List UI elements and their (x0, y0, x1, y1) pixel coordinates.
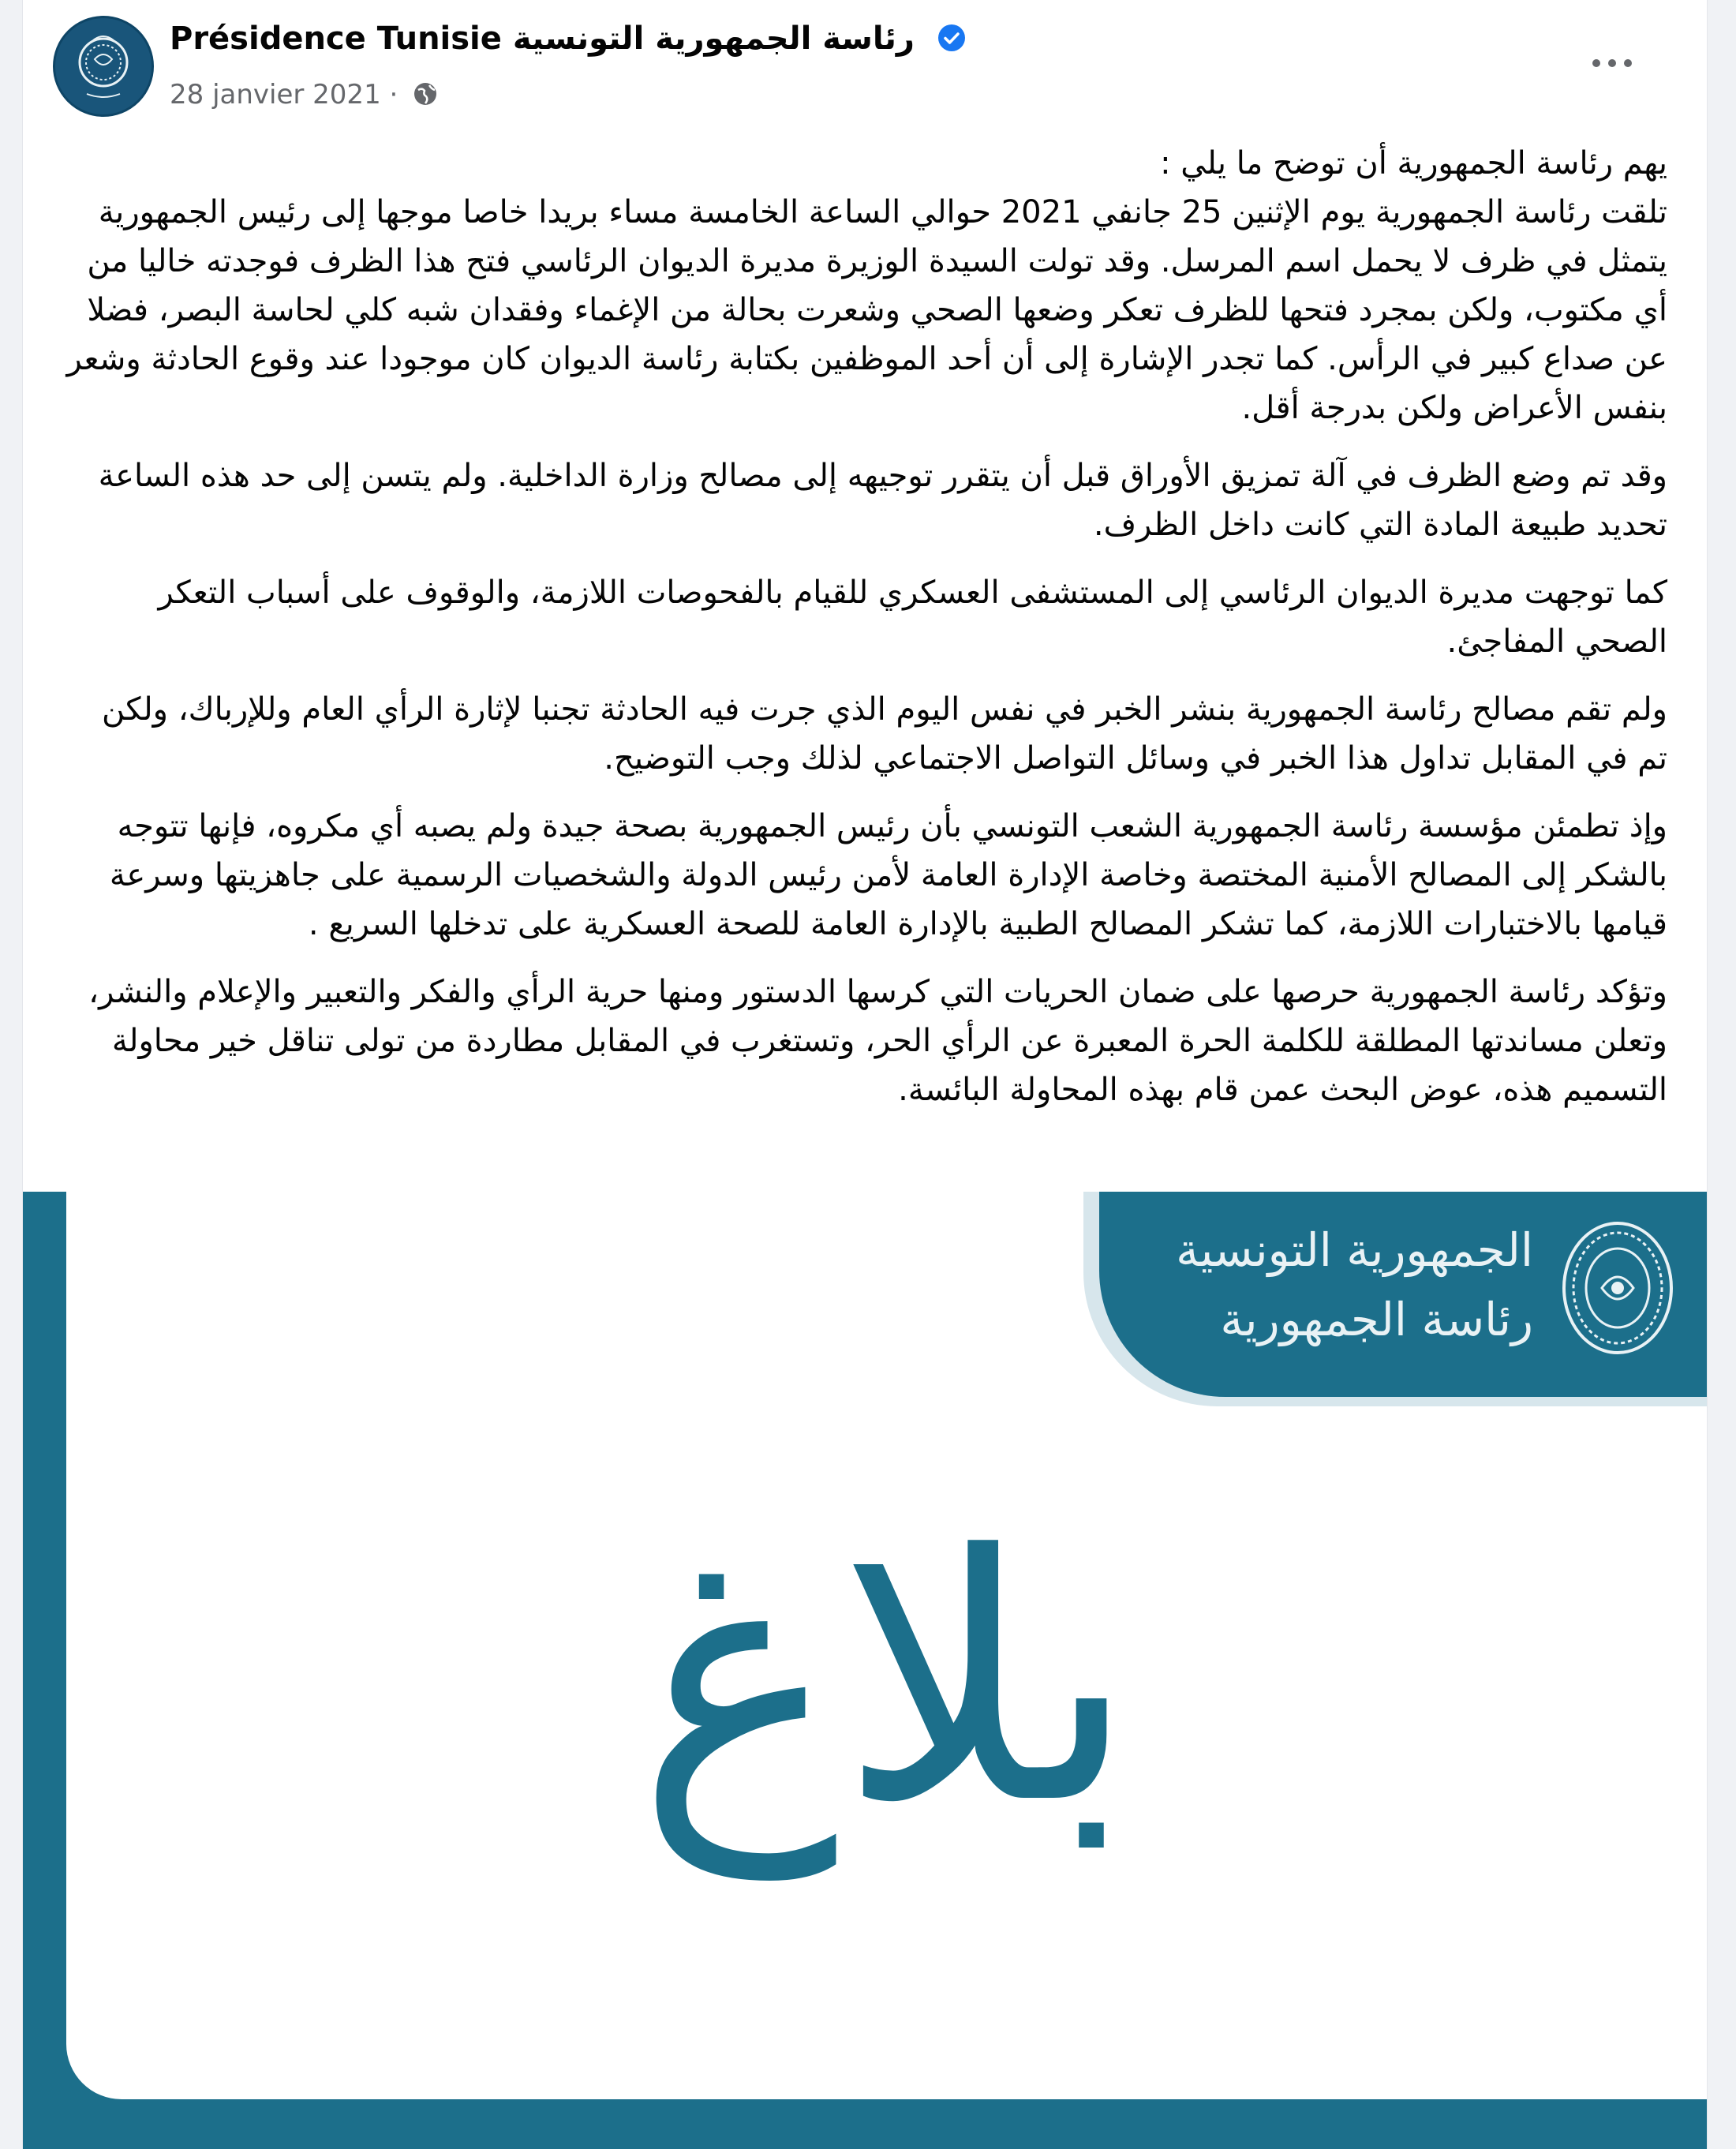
emblem-icon (1558, 1217, 1677, 1359)
page-avatar[interactable] (53, 16, 154, 117)
post-paragraph-2: وقد تم وضع الظرف في آلة تمزيق الأوراق قبل أن يتقرر توجيهه إلى مصالح وزارة الداخلية. ولم يتسن إلى حد هذه الساعة تحديد طبيعة المادة التي كانت داخل الظرف. (98, 458, 1667, 543)
meta-separator: · (389, 79, 398, 110)
post-paragraph-1: يهم رئاسة الجمهورية أن توضح ما يلي : تلقت رئاسة الجمهورية يوم الإثنين 25 جانفي 2021 حوالي الساعة الخامسة مساء بريدا خاصا موجها إلى رئيس الجمهورية يتمثل في ظرف لا يحمل اسم المرسل. وقد تولت السيدة الوزيرة مديرة الديوان الرئاسي فتح هذا الظرف فوجدته خاليا من أي مكتوب، ولكن بمجرد فتحها للظرف تعكر وضعها الصحي وشعرت بحالة من الإغماء وفقدان شبه كلي لحاسة البصر، فضلا عن صداع كبير في الرأس. كما تجدر الإشارة إلى أن أحد الموظفين بكتابة رئاسة الديوان كان موجودا عند وقوع الحادثة وشعر بنفس الأعراض ولكن بدرجة أقل. (66, 145, 1667, 426)
banner-title: الجمهورية التونسية (1176, 1223, 1533, 1277)
post-paragraph-5: وإذ تطمئن مؤسسة رئاسة الجمهورية الشعب التونسي بأن رئيس الجمهورية بصحة جيدة ولم يصبه أي مكروه، فإنها تتوجه بالشكر إلى المصالح الأمنية المختصة وخاصة الإدارة العامة لأمن رئيس الدولة والشخصيات الرسمية على جاهزيتها وسرعة قيامها بالاختبارات اللازمة، كما تشكر المصالح الطبية بالإدارة العامة للصحة العسكرية على تدخلها السريع . (109, 808, 1667, 942)
presidency-banner (1099, 1192, 1707, 1397)
globe-icon (411, 80, 440, 108)
avatar-emblem-icon (55, 18, 152, 114)
post-meta (170, 79, 440, 110)
post-image[interactable] (23, 1192, 1707, 2149)
page-name-text[interactable]: Présidence Tunisie رئاسة الجمهورية التونسية (170, 21, 915, 57)
post-text (62, 139, 1667, 1133)
post-paragraph-6: وتؤكد رئاسة الجمهورية حرصها على ضمان الحريات التي كرسها الدستور ومنها حرية الرأي والفكر والتعبير والإعلام والنشر، وتعلن مساندتها المطلقة للكلمة الحرة المعبرة عن الرأي الحر، وتستغرب في المقابل مطاردة من تولى تناقل خير محاولة التسميم هذه، عوض البحث عمن قام بهذه المحاولة البائسة. (88, 974, 1667, 1108)
more-icon (1588, 57, 1636, 69)
verified-badge-icon (937, 23, 967, 53)
post-paragraph-4: ولم تقم مصالح رئاسة الجمهورية بنشر الخبر في نفس اليوم الذي جرت فيه الحادثة تجنبا لإثارة الرأي العام وللإرباك، ولكن تم في المقابل تداول هذا الخبر في وسائل التواصل الاجتماعي لذلك وجب التوضيح. (101, 691, 1667, 777)
announcement-word: بلاغ (637, 1484, 1136, 1878)
more-options-button[interactable] (1581, 39, 1644, 87)
post-date[interactable]: 28 janvier 2021 (170, 79, 381, 110)
post-paragraph-3: كما توجهت مديرة الديوان الرئاسي إلى المستشفى العسكري للقيام بالفحوصات اللازمة، والوقوف على أسباب التعكر الصحي المفاجئ. (158, 575, 1667, 660)
announcement-card (66, 1192, 1707, 2099)
page-name[interactable] (170, 21, 967, 57)
facebook-post (22, 0, 1708, 2149)
banner-subtitle: رئاسة الجمهورية (1220, 1293, 1533, 1346)
post-header (23, 0, 1707, 134)
